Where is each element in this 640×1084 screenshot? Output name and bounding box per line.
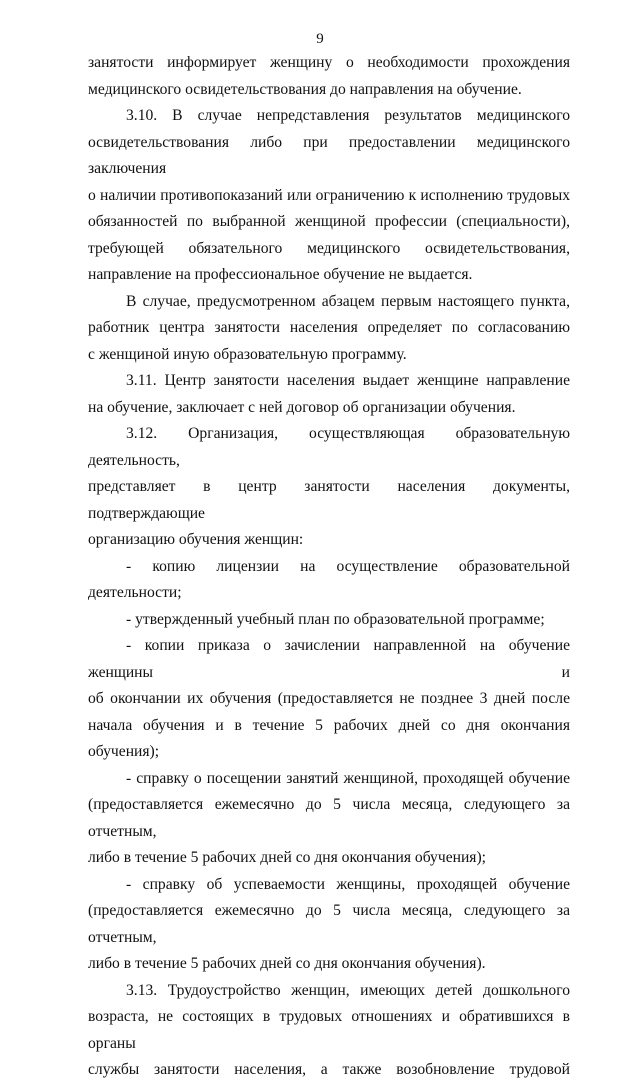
text-line: об окончании их обучения (предоставляется не позднее 3 дней после [88, 690, 570, 707]
text-line: медицинского освидетельствования до направления на обучение. [88, 80, 522, 98]
text-line: освидетельствования либо при предоставлении медицинского заключения [88, 133, 570, 177]
text-line: организацию обучения женщин: [88, 531, 304, 548]
text-line: (предоставляется ежемесячно до 5 числа месяца, следующего за отчетным, [88, 796, 570, 840]
text-line: - справку о посещении занятий женщиной, проходящей обучение [126, 769, 570, 787]
text-line: - утвержденный учебный план по образовательной программе; [126, 610, 545, 628]
text-line: на обучение, заключает с ней договор об организации обучения. [88, 398, 516, 416]
text-line: В случае, предусмотренном абзацем первым настоящего пункта, [126, 292, 570, 310]
text-line: 3.12. Организация, осуществляющая образовательную деятельность, [88, 425, 570, 469]
text-line: (предоставляется ежемесячно до 5 числа месяца, следующего за отчетным, [88, 902, 570, 946]
text-line: либо в течение 5 рабочих дней со дня окончания обучения). [88, 955, 486, 972]
page-number: 9 [316, 31, 324, 47]
text-line: 3.13. Трудоустройство женщин, имеющих детей дошкольного [126, 981, 570, 999]
text-line: представляет в центр занятости населения документы, подтверждающие [88, 478, 570, 522]
text-line: 3.11. Центр занятости населения выдает женщине направление [126, 372, 570, 389]
text-line: направление на профессиональное обучение не выдается. [88, 266, 473, 283]
text-line: возраста, не состоящих в трудовых отношениях и обратившихся в органы [88, 1008, 570, 1052]
text-line: - справку об успеваемости женщины, проходящей обучение [126, 875, 570, 893]
document-body [88, 50, 570, 1084]
text-line: - копию лицензии на осуществление образовательной деятельности; [88, 557, 570, 601]
text-line: занятости информирует женщину о необходимости прохождения [88, 54, 570, 71]
text-line: 3.10. В случае непредставления результатов медицинского [126, 107, 570, 124]
text-line: с женщиной иную образовательную программу. [88, 345, 407, 363]
text-line: - копии приказа о зачислении направленной на обучение женщины и [88, 637, 570, 681]
text-line: о наличии противопоказаний или ограничению к исполнению трудовых [88, 186, 570, 204]
text-line: начала обучения и в течение 5 рабочих дней со дня окончания обучения); [88, 716, 570, 760]
text-line: обязанностей по выбранной женщиной профессии (специальности), [88, 213, 570, 230]
text-line: требующей обязательного медицинского освидетельствования, [88, 239, 570, 257]
text-line: либо в течение 5 рабочих дней со дня окончания обучения); [88, 849, 487, 866]
text-line: работник центра занятости населения определяет по согласованию [88, 319, 570, 336]
text-line: службы занятости населения, а также возобновление трудовой [88, 1061, 570, 1078]
